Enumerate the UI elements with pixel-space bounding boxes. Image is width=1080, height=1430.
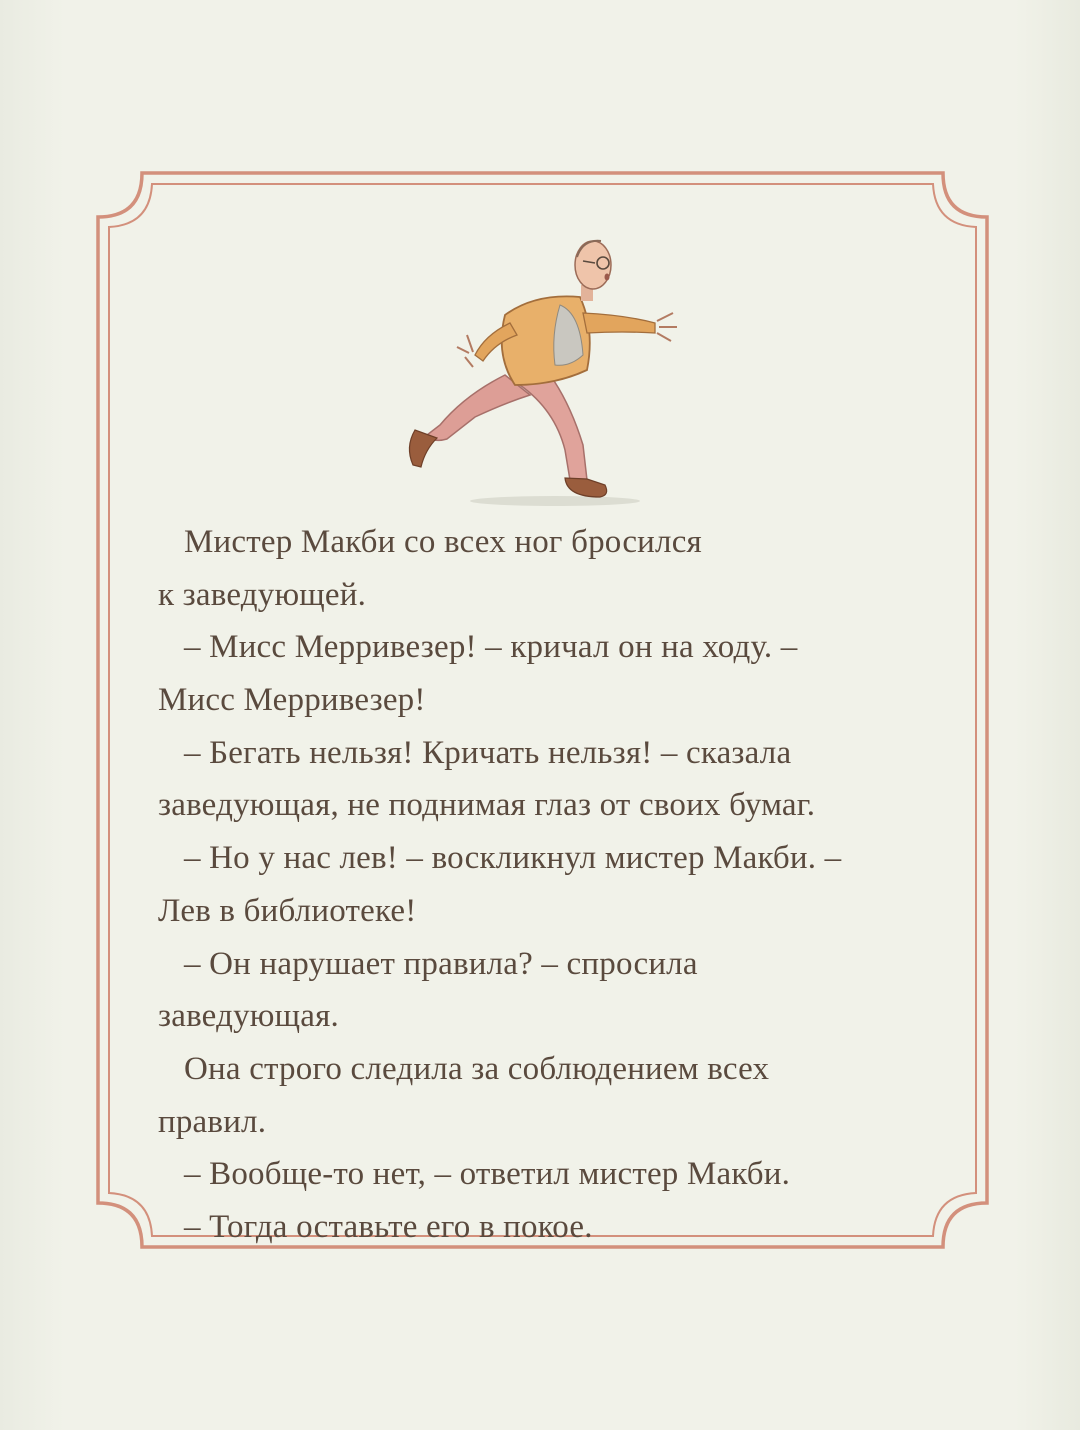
- story-text: [158, 516, 948, 1254]
- text-line: – Он нарушает правила? – спросила: [184, 945, 698, 982]
- text-line: Лев в библиотеке!: [158, 892, 417, 929]
- text-line: – Тогда оставьте его в покое.: [184, 1208, 593, 1245]
- text-line: правил.: [158, 1103, 267, 1140]
- text-line: – Но у нас лев! – воскликнул мистер Макби. –: [184, 840, 842, 877]
- text-line: Мисс Мерривезер!: [158, 682, 426, 719]
- text-line: заведующая, не поднимая глаз от своих бумаг.: [158, 787, 816, 824]
- text-line: к заведующей.: [158, 576, 367, 613]
- running-man-illustration: [355, 235, 715, 515]
- text-line: – Вообще-то нет, – ответил мистер Макби.: [184, 1156, 791, 1193]
- text-line: заведующая.: [158, 998, 339, 1035]
- text-line: Она строго следила за соблюдением всех: [184, 1050, 770, 1087]
- text-line: – Мисс Мерривезер! – кричал он на ходу. –: [184, 629, 798, 666]
- text-line: Мистер Макби со всех ног бросился: [184, 524, 702, 560]
- text-line: – Бегать нельзя! Кричать нельзя! – сказала: [184, 734, 792, 771]
